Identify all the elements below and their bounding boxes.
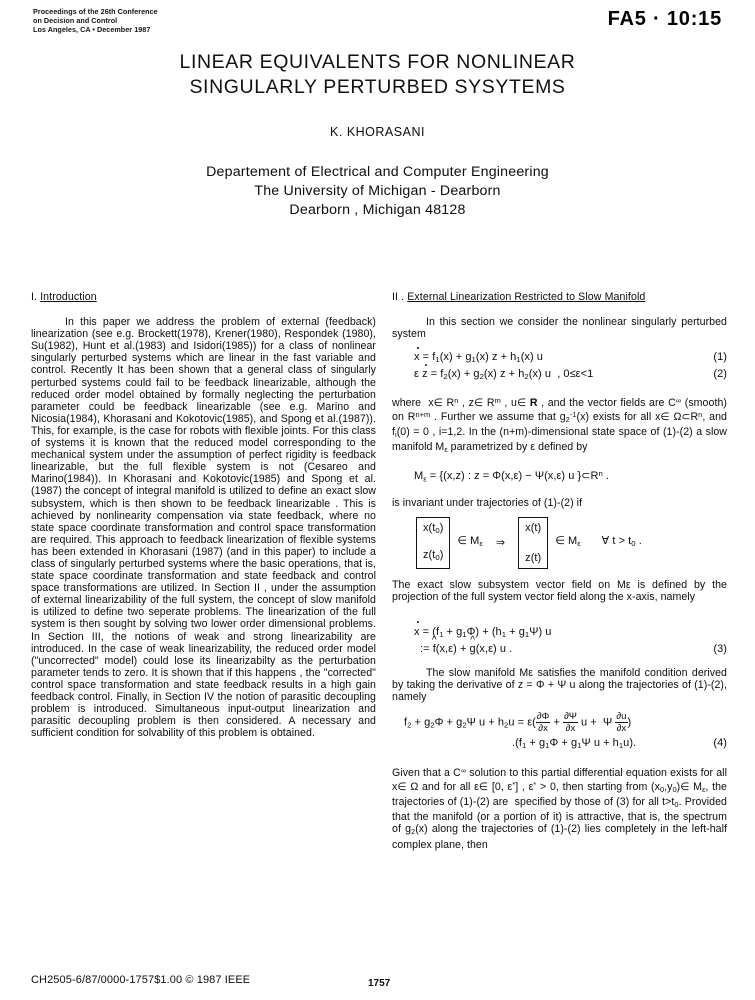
matrix-left-top: $x(t_0)$ bbox=[423, 521, 444, 535]
conference-line-3: Los Angeles, CA • December 1987 bbox=[33, 25, 151, 35]
title-line-2: SINGULARLY PERTURBED SYSYTEMS bbox=[189, 76, 566, 98]
equation-4-line-1: $f_2 + g_2\Phi + g_2\Psi$ $u + h_2u = \varepsilon$( $\frac{\partial\Phi}{\partial x}$ + $\frac{\partial\Psi}{\partial x}$ u + Ψ $\frac{\partial u}{\partial x}$ ) bbox=[404, 711, 632, 735]
equation-2-number: (2) bbox=[713, 368, 727, 381]
equation-1-2-block bbox=[392, 350, 727, 384]
equation-4-line-2: $.(f_1 + g_1\Phi + g_1\Psi$ $u + h_1u$). (4) bbox=[512, 737, 727, 751]
matrix-right-top: x(t) bbox=[525, 521, 542, 534]
page-title bbox=[0, 50, 755, 100]
right-paragraph-3: is invariant under trajectories of (1)-(2) if bbox=[392, 496, 583, 509]
equation-1: $x = f_1(x) + g_1(x) z + h_1(x)$ u (1) bbox=[414, 351, 727, 365]
affiliation-line-2: The University of Michigan - Dearborn bbox=[254, 183, 501, 199]
author-name: K. KHORASANI bbox=[330, 125, 425, 139]
section-number: I. bbox=[31, 291, 38, 303]
equation-3-line-2: := ^ f(x,ε) + ^ g(x,ε) u . (3) bbox=[392, 642, 727, 657]
section-title-2: External Linearization Restricted to Slow Manifold bbox=[407, 291, 646, 303]
equation-4-number: (4) bbox=[713, 737, 727, 750]
right-paragraph-1: In this section we consider the nonlinear singularly perturbed system bbox=[392, 316, 727, 341]
equation-2: ε $z = f_2(x) + g_2(x) z + h_2(x)$ u , 0≤ε<1 (2) bbox=[414, 368, 727, 382]
right-column bbox=[392, 291, 727, 851]
equation-4-block bbox=[392, 711, 727, 752]
right-paragraph-2: where x∈ $R^n$ , z∈ $R^m$ , u∈ R , and the vector fields are C∞ (smooth) on $R^{n+m}$ . Further we assume that $g_2^{-1}(x)$ exists for all x∈ $\Omega\subset R^n$, and $f_i(0) = 0$ , i=1,2. In the (n+m)-dimensional state space of (1)-(2) a slow manifold $M_\varepsilon$ parametrized by ε defined by bbox=[392, 395, 727, 455]
matrix-condition: ∀ $t > t_0$ . bbox=[601, 535, 642, 549]
matrix-left-member: ∈ $M_\varepsilon$ bbox=[457, 535, 483, 549]
matrix-left-bottom: $z(t_0)$ bbox=[423, 548, 444, 562]
matrix-left bbox=[416, 517, 450, 569]
affiliation-line-3: Dearborn , Michigan 48128 bbox=[289, 202, 466, 218]
conference-line-1: Proceedings of the 26th Conference bbox=[33, 7, 158, 16]
right-paragraph-6: Given that a C∞ solution to this partial differential equation exists for all x∈ Ω and for all ε∈ [0, ε*] , ε* > 0, then starting from $(x_0,y_0)\in$ $M_\varepsilon$, the trajectories of (1)-(2) are specified by those of (3) for all $t>t_0$. Provided that the manifold (or a portion of it) is attractive, that is, the spectrum of $g_2(x)$ along the trajectories of (1)-(2) lies completely in the left-half complex plane, then bbox=[392, 765, 727, 851]
equation-3-line-1: $x = (f_1 + g_1\Phi) + (h_1 + g_1\Psi)$ u bbox=[414, 625, 552, 640]
manifold-definition: $M_\varepsilon = \{(x,z)$ : z = Φ(x,ε) − Ψ(x,ε) u }$\subset R^n$ . bbox=[414, 469, 610, 484]
copyright-code: CH2505-6/87/0000-1757$1.00 © 1987 IEEE bbox=[31, 974, 251, 986]
matrix-equation bbox=[392, 517, 727, 569]
left-column bbox=[31, 291, 376, 739]
section-number-2: II . bbox=[392, 291, 405, 303]
session-code: FA5 · 10:15 bbox=[607, 8, 722, 30]
matrix-right-bottom: z(t) bbox=[525, 551, 542, 564]
affiliation-line-1: Departement of Electrical and Computer Engineering bbox=[206, 164, 549, 180]
implies-arrow-icon: ⇒ bbox=[495, 536, 506, 549]
equation-3-block bbox=[392, 625, 727, 657]
section-heading-introduction bbox=[31, 291, 376, 303]
right-paragraph-5: The slow manifold Mε satisfies the manifold condition derived by taking the derivative of z = Φ + Ψ u along the trajectories of (1)-(2), namely bbox=[392, 667, 727, 704]
equation-3-number: (3) bbox=[713, 643, 727, 656]
title-line-1: LINEAR EQUIVALENTS FOR NONLINEAR bbox=[179, 51, 576, 73]
matrix-right bbox=[518, 517, 548, 569]
equation-1-number: (1) bbox=[713, 351, 727, 364]
section-title: Introduction bbox=[40, 291, 97, 303]
conference-line-2: on Decision and Control bbox=[33, 16, 118, 26]
matrix-right-member: ∈ $M_\varepsilon$ bbox=[555, 535, 581, 549]
page-number: 1757 bbox=[368, 978, 391, 989]
intro-paragraph: In this paper we address the problem of external (feedback) linearization (see e.g. Brockett(1978), Krener(1980), Respondek (1980), Su(1982), Hunt et al.(1983) and Isidori(1985)) for a class of nonlinear singularly perturbed systems which are linear in the fast variable and control. Recently It has been shown that a general class of singularly perturbed systems could fail to be feedback linearizable, although the reduced order model obtained by formally neglecting the perturbation parameter could be feedback linearizable (see e.g. Marino and Nicosia(1984), Khorasani and Kokotovic(1985), and Spong et al.(1987)). This, for example, is the case for robots with flexible joints. For this class of systems it is known that the reduced model corresponding to the mechanical system under the assumption of perfect rigidity is feedback linearizable, but the full flexible system is not (Cesareo and Marino(1984)). In Khorasani and Kokotovic(1985) and Spong et al. (1987) the concept of integral manifold is utilized to define an exact slow subsystem, which is then shown to be feedback linearizable . This is achieved by nonlinearity compensation via state feedback, where no state space coordinate transformation and control space transformation are required. This approach to feedback linearization of flexible systems has been extended in Khorasani (1987) (and in this paper) to include a class of singularly perturbed systems where the basic operations, that is, state space coordinate transformation and state feedback and control space transformations are utilized. In Section II , under the assumption of external linearizability of the full system, the concept of slow manifold is utilized to define two seperate problems. The linearization of the full system is then sought by solving two lower order dimensional problems. In Section III, the notions of weak and strong linearizability are introduced. In the case of weak linearizability, the reduced order model ("uncorrected" model) could lose its linearizabilty as the perturbation parameter tends to zero. It is shown that if this happens , the "corrected" control space transformation and state feedback results in a high gain feedback control. Finally, in Section IV the notion of parasitic decoupling problem is introduced. Simultaneous input-output linearization and parasitic decoupling problem is then considered. A necessary and sufficient condition for solvability of this problem is obtained. bbox=[31, 316, 376, 740]
section-heading-external-linearization bbox=[392, 291, 727, 303]
conference-header bbox=[33, 7, 263, 35]
right-paragraph-4: The exact slow subsystem vector field on Mε is defined by the projection of the full system vector field along the x-axis, namely bbox=[392, 578, 727, 603]
affiliation bbox=[0, 163, 755, 220]
